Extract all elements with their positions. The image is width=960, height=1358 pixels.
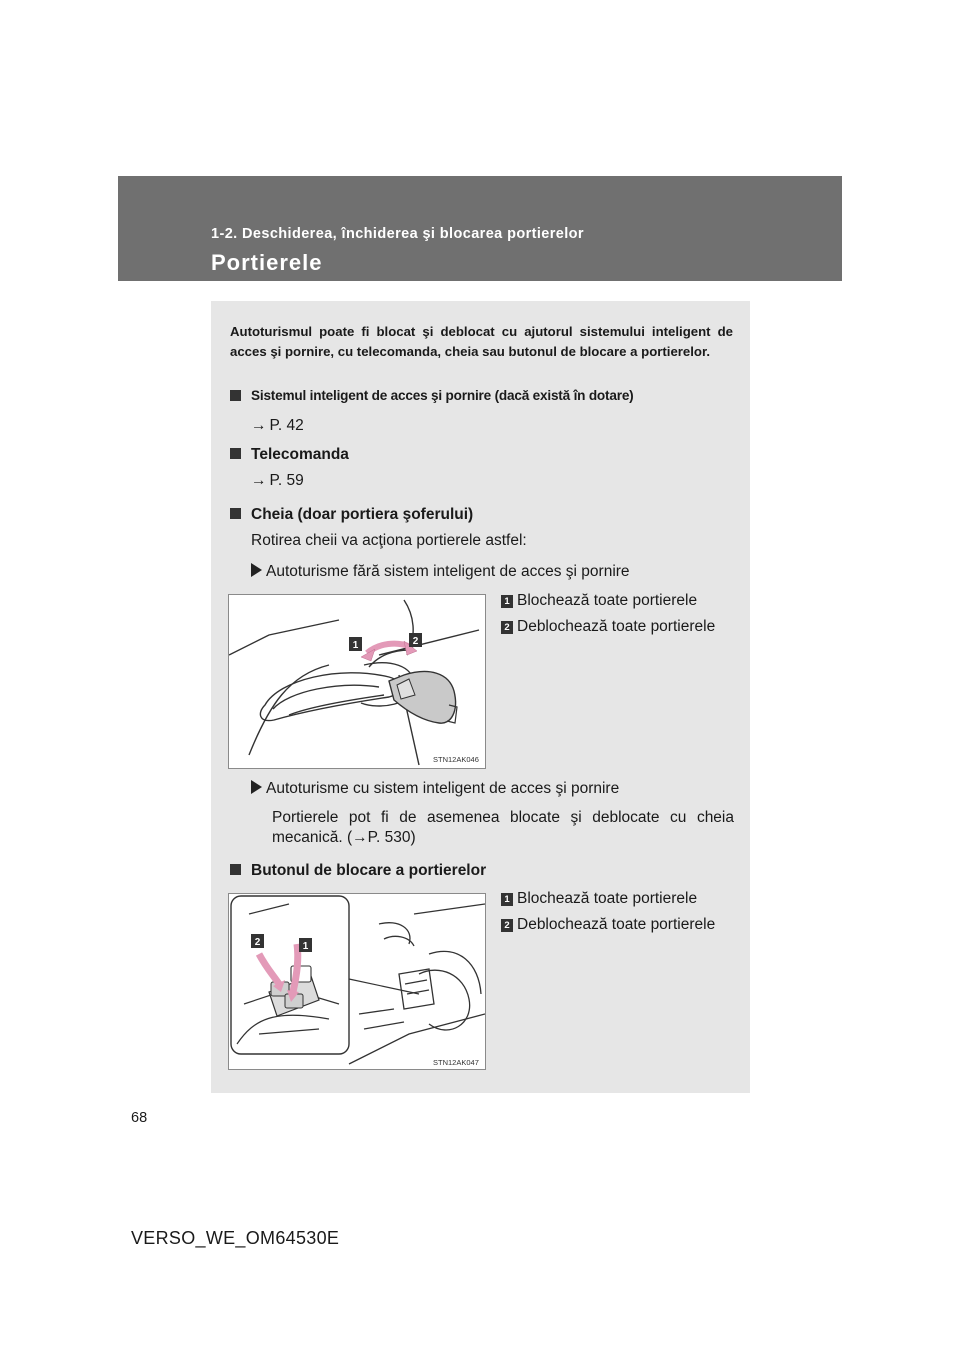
key-case1-text: Autoturisme fără sistem inteligent de acces şi pornire xyxy=(266,563,630,580)
key-legend-2 xyxy=(501,618,715,636)
key-case2-text: Autoturisme cu sistem inteligent de acces şi pornire xyxy=(266,780,620,797)
arrow-icon: → xyxy=(251,417,267,434)
remote-heading xyxy=(230,446,349,464)
square-bullet-icon xyxy=(230,864,241,875)
key-icon xyxy=(389,672,457,724)
triangle-bullet-icon xyxy=(251,563,262,577)
key-case2-text-b: mecanică. ( xyxy=(272,829,353,846)
key-heading-text: Cheia (doar portiera şoferului) xyxy=(251,506,474,523)
key-door-figure xyxy=(228,594,486,769)
number-badge-1: 1 xyxy=(501,893,513,906)
square-bullet-icon xyxy=(230,390,241,401)
triangle-bullet-icon xyxy=(251,780,262,794)
lock-button-heading xyxy=(230,862,486,880)
lock-button-figure xyxy=(228,893,486,1070)
lock-legend-2-text: Deblochează toate portierele xyxy=(517,916,716,933)
remote-heading-text: Telecomanda xyxy=(251,446,349,463)
lock-legend-1 xyxy=(501,890,697,908)
remote-ref-text: P. 59 xyxy=(269,472,304,489)
number-badge-1: 1 xyxy=(501,595,513,608)
lock-button-illustration xyxy=(229,894,485,1069)
number-badge-2: 2 xyxy=(501,621,513,634)
smart-system-heading xyxy=(230,388,634,403)
lock-legend-1-text: Blochează toate portierele xyxy=(517,890,698,907)
svg-text:1: 1 xyxy=(352,640,359,651)
key-case2-text-c: ) xyxy=(410,829,416,846)
svg-text:2: 2 xyxy=(412,636,419,647)
square-bullet-icon xyxy=(230,448,241,459)
svg-text:2: 2 xyxy=(254,937,261,948)
lock-button-heading-text: Butonul de blocare a portierelor xyxy=(251,862,487,879)
key-text: Rotirea cheii va acţiona portierele astfel: xyxy=(251,532,527,549)
section-label: 1-2. Deschiderea, închiderea şi blocarea portierelor xyxy=(211,226,584,242)
key-legend-1 xyxy=(501,592,697,610)
key-case2 xyxy=(251,780,619,798)
smart-system-heading-text: Sistemul inteligent de acces şi pornire (dacă există în dotare) xyxy=(251,388,634,403)
page-number: 68 xyxy=(131,1110,148,1126)
intro-paragraph: Autoturismul poate fi blocat şi deblocat cu ajutorul sistemului inteligent de acces şi pornire, cu telecomanda, cheia sau butonul de blocare a portierelor. xyxy=(230,324,733,359)
key-legend-2-text: Deblochează toate portierele xyxy=(517,618,716,635)
footer-code: VERSO_WE_OM64530E xyxy=(131,1228,340,1248)
remote-ref[interactable] xyxy=(251,472,304,490)
arrow-icon: → xyxy=(251,472,267,489)
key-case2-line1: Portierele pot fi de asemenea blocate şi deblocate cu cheia xyxy=(272,809,734,826)
key-case2-line2 xyxy=(272,829,416,847)
key-heading xyxy=(230,506,473,524)
door-handle-illustration xyxy=(229,595,485,768)
key-case2-ref[interactable]: P. 530 xyxy=(367,829,411,846)
smart-system-ref[interactable] xyxy=(251,417,304,435)
smart-system-ref-text: P. 42 xyxy=(269,417,304,434)
figure-code: STN12AK047 xyxy=(433,1058,479,1067)
key-legend-1-text: Blochează toate portierele xyxy=(517,592,698,609)
square-bullet-icon xyxy=(230,508,241,519)
arrow-icon: → xyxy=(352,829,368,846)
number-badge-2: 2 xyxy=(501,919,513,932)
svg-text:1: 1 xyxy=(302,941,309,952)
key-case1 xyxy=(251,563,630,581)
lock-legend-2 xyxy=(501,916,715,934)
page-title: Portierele xyxy=(211,250,323,275)
figure-code: STN12AK046 xyxy=(433,755,479,764)
